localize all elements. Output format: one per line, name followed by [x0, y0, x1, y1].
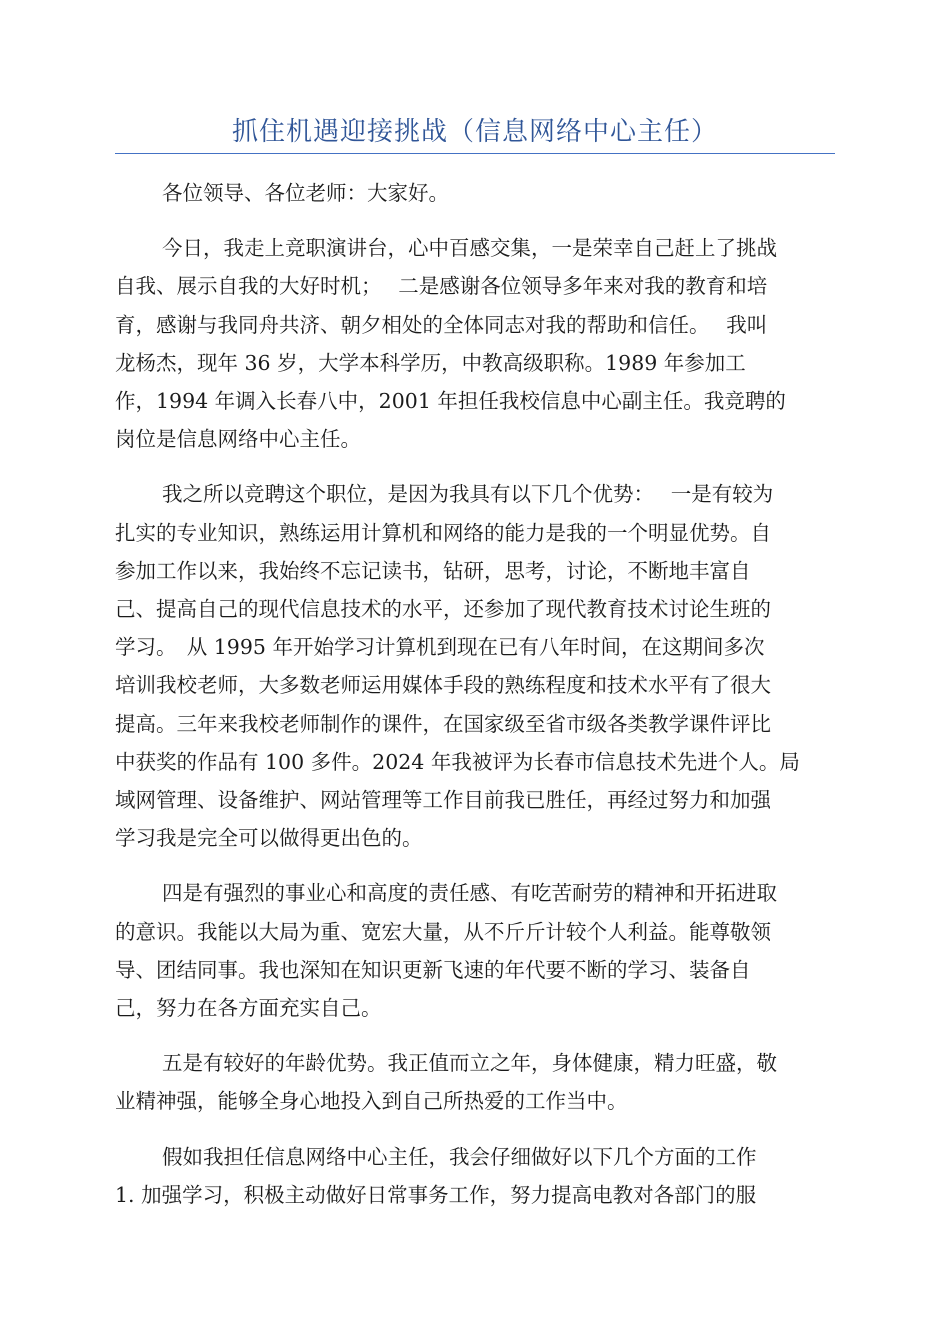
paragraph-line: 五是有较好的年龄优势。我正值而立之年，身体健康，精力旺盛，敬	[162, 1051, 777, 1076]
paragraph-introduction	[115, 229, 835, 458]
paragraph-line: 四是有强烈的事业心和高度的责任感、有吃苦耐劳的精神和开拓进取	[162, 881, 777, 906]
paragraph-age-advantage	[115, 1044, 835, 1120]
document-body	[115, 174, 835, 1231]
paragraph-line: 龙杨杰，现年 36 岁，大学本科学历，中教高级职称。1989 年参加工	[115, 350, 746, 375]
paragraph-line: 导、团结同事。我也深知在知识更新飞速的年代要不断的学习、装备自	[115, 957, 751, 982]
paragraph-line: 的意识。我能以大局为重、宽宏大量，从不斤斤计较个人利益。能尊敬领	[115, 919, 771, 944]
paragraph-line: 今日，我走上竞职演讲台，心中百感交集，一是荣幸自己赶上了挑战	[162, 236, 777, 261]
paragraph-line: 各位领导、各位老师：大家好。	[162, 181, 449, 205]
paragraph-line: 作，1994 年调入长春八中，2001 年担任我校信息中心副主任。我竞聘的	[115, 389, 786, 414]
paragraph-line: 自我、展示自我的大好时机； 二是感谢各位领导多年来对我的教育和培	[115, 274, 768, 299]
paragraph-dedication	[115, 874, 835, 1027]
paragraph-advantages	[115, 475, 835, 857]
paragraph-line: 业精神强，能够全身心地投入到自己所热爱的工作当中。	[115, 1089, 628, 1114]
paragraph-line: 中获奖的作品有 100 多件。2024 年我被评为长春市信息技术先进个人。局	[115, 749, 800, 774]
paragraph-line: 扎实的专业知识，熟练运用计算机和网络的能力是我的一个明显优势。自	[115, 520, 771, 545]
paragraph-line: 学习。 从 1995 年开始学习计算机到现在已有八年时间，在这期间多次	[115, 635, 765, 660]
paragraph-line: 学习我是完全可以做得更出色的。	[115, 826, 423, 851]
paragraph-line: 1. 加强学习，积极主动做好日常事务工作，努力提高电教对各部门的服	[115, 1182, 757, 1207]
paragraph-line: 育，感谢与我同舟共济、朝夕相处的全体同志对我的帮助和信任。 我叫	[115, 312, 768, 337]
paragraph-line: 提高。三年来我校老师制作的课件，在国家级至省市级各类教学课件评比	[115, 711, 771, 736]
title-underline	[115, 153, 835, 154]
paragraph-line: 域网管理、设备维护、网站管理等工作目前我已胜任，再经过努力和加强	[115, 788, 771, 813]
paragraph-line: 假如我担任信息网络中心主任，我会仔细做好以下几个方面的工作	[162, 1144, 757, 1169]
paragraph-line: 己，努力在各方面充实自己。	[115, 996, 382, 1021]
paragraph-line: 参加工作以来，我始终不忘记读书，钻研，思考，讨论，不断地丰富自	[115, 558, 751, 583]
paragraph-work-plan	[115, 1138, 835, 1214]
paragraph-line: 培训我校老师，大多数老师运用媒体手段的熟练程度和技术水平有了很大	[115, 673, 771, 698]
paragraph-line: 己、提高自己的现代信息技术的水平，还参加了现代教育技术讨论生班的	[115, 597, 771, 622]
paragraph-greeting	[115, 174, 835, 212]
paragraph-line: 我之所以竞聘这个职位，是因为我具有以下几个优势： 一是有较为	[162, 482, 774, 507]
paragraph-line: 岗位是信息网络中心主任。	[115, 427, 361, 452]
document-title: 抓住机遇迎接挑战（信息网络中心主任）	[231, 117, 718, 147]
